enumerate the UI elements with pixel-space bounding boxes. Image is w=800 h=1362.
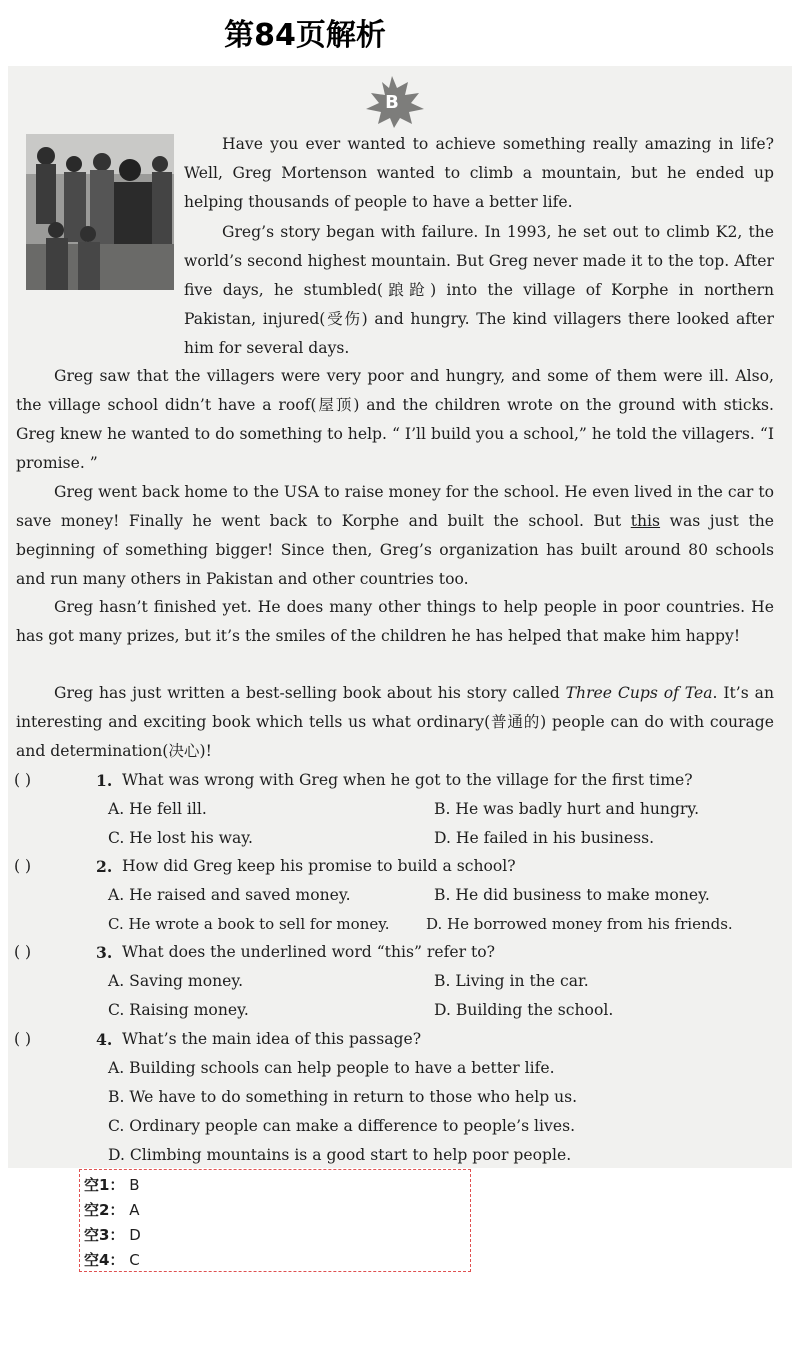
answer-blank[interactable]: ( ): [14, 943, 32, 961]
paragraph-4-start: Greg went back home to the USA to raise money for the school. He even lived in the car to save money! Finally he went back to Korphe and built the school. But: [16, 483, 774, 530]
maple-leaf-badge-icon: [356, 74, 428, 130]
paragraph-4-end: was just the beginning of something bigger! Since then, Greg’s organization has built around 80 schools and run many others in Pakistan and other countries too.: [16, 512, 774, 588]
question-number: 2.: [96, 857, 113, 876]
answer-label: 空2：: [84, 1201, 125, 1219]
q4-option-d[interactable]: D. Climbing mountains is a good start to help poor people.: [108, 1146, 572, 1164]
passage-paragraph-4: [16, 478, 774, 594]
answer-label: 空1：: [84, 1176, 125, 1194]
passage-paragraph-6: [16, 679, 774, 766]
q1-option-b[interactable]: B. He was badly hurt and hungry.: [434, 800, 700, 818]
answer-row-4: [84, 1248, 140, 1272]
question-number: 3.: [96, 943, 113, 962]
question-stem: What does the underlined word “this” refer to?: [122, 943, 496, 961]
question-number: 1.: [96, 771, 113, 790]
q3-option-d[interactable]: D. Building the school.: [434, 1001, 614, 1019]
question-2: [14, 852, 784, 881]
passage-paragraph-2-text: Greg’s story began with failure. In 1993, he set out to climb K2, the world’s second highest mountain. But Greg never made it to the top. After five days, he stumbled(踉跄) into the village of Korphe in northern Pakistan, injured(受伤) and hungry. The kind villagers there looked after him for several days.: [184, 223, 774, 357]
answer-row-1: [84, 1173, 140, 1197]
q4-option-a[interactable]: A. Building schools can help people to have a better life.: [108, 1059, 555, 1077]
answer-row-3: [84, 1223, 141, 1247]
underlined-word-this: this: [630, 512, 661, 530]
answer-blank[interactable]: ( ): [14, 771, 32, 789]
q1-option-d[interactable]: D. He failed in his business.: [434, 829, 655, 847]
q4-option-b[interactable]: B. We have to do something in return to those who help us.: [108, 1088, 578, 1106]
answer-row-2: [84, 1198, 139, 1222]
question-3: [14, 938, 784, 967]
passage-paragraph-1: Have you ever wanted to achieve something really amazing in life? Well, Greg Mortenson wanted to climb a mountain, but he ended up helping thousands of people to have a better life.: [184, 135, 774, 211]
question-4: [14, 1025, 784, 1054]
q2-option-a[interactable]: A. He raised and saved money.: [108, 886, 351, 904]
answer-value: A: [129, 1201, 140, 1219]
q2-option-c[interactable]: C. He wrote a book to sell for money.: [108, 915, 390, 933]
q3-option-b[interactable]: B. Living in the car.: [434, 972, 589, 990]
question-number: 4.: [96, 1030, 113, 1049]
q1-option-c[interactable]: C. He lost his way.: [108, 829, 254, 847]
paragraph-6-end: . It’s an interesting and exciting book which tells us what ordinary(普通的) people can do with courage and determination(决心)!: [16, 684, 774, 760]
answer-label: 空4：: [84, 1251, 125, 1269]
question-stem: What’s the main idea of this passage?: [122, 1030, 422, 1048]
q2-option-b[interactable]: B. He did business to make money.: [434, 886, 710, 904]
q4-option-c[interactable]: C. Ordinary people can make a difference to people’s lives.: [108, 1117, 576, 1135]
passage-paragraph-5: Greg hasn’t finished yet. He does many other things to help people in poor countries. He has got many prizes, but it’s the smiles of the children he has helped that make him happy!: [16, 598, 774, 645]
passage-paragraph-2: [16, 218, 774, 363]
q3-option-c[interactable]: C. Raising money.: [108, 1001, 249, 1019]
answer-value: C: [129, 1251, 140, 1269]
answer-key-box: [79, 1169, 471, 1272]
answer-value: B: [129, 1176, 140, 1194]
question-1: [14, 766, 784, 795]
answer-blank[interactable]: ( ): [14, 1030, 32, 1048]
paragraph-6-start: Greg has just written a best-selling book about his story called: [54, 684, 566, 702]
q3-option-a[interactable]: A. Saving money.: [108, 972, 244, 990]
answer-value: D: [129, 1226, 141, 1244]
q1-option-a[interactable]: A. He fell ill.: [108, 800, 207, 818]
question-stem: How did Greg keep his promise to build a school?: [122, 857, 516, 875]
passage-paragraph-3: Greg saw that the villagers were very poor and hungry, and some of them were ill. Also, the village school didn’t have a roof(屋顶) and the children wrote on the ground with sticks. Greg knew he wanted to do something to help. “ I’ll build you a school,” he told the villagers. “I promise. ”: [16, 367, 774, 472]
q2-option-d[interactable]: D. He borrowed money from his friends.: [426, 915, 733, 933]
page-title: 第84页解析: [224, 18, 386, 53]
section-badge-letter: B: [385, 92, 399, 113]
book-title: Three Cups of Tea: [565, 684, 713, 702]
answer-blank[interactable]: ( ): [14, 857, 32, 875]
answer-label: 空3：: [84, 1226, 125, 1244]
question-stem: What was wrong with Greg when he got to the village for the first time?: [122, 771, 693, 789]
